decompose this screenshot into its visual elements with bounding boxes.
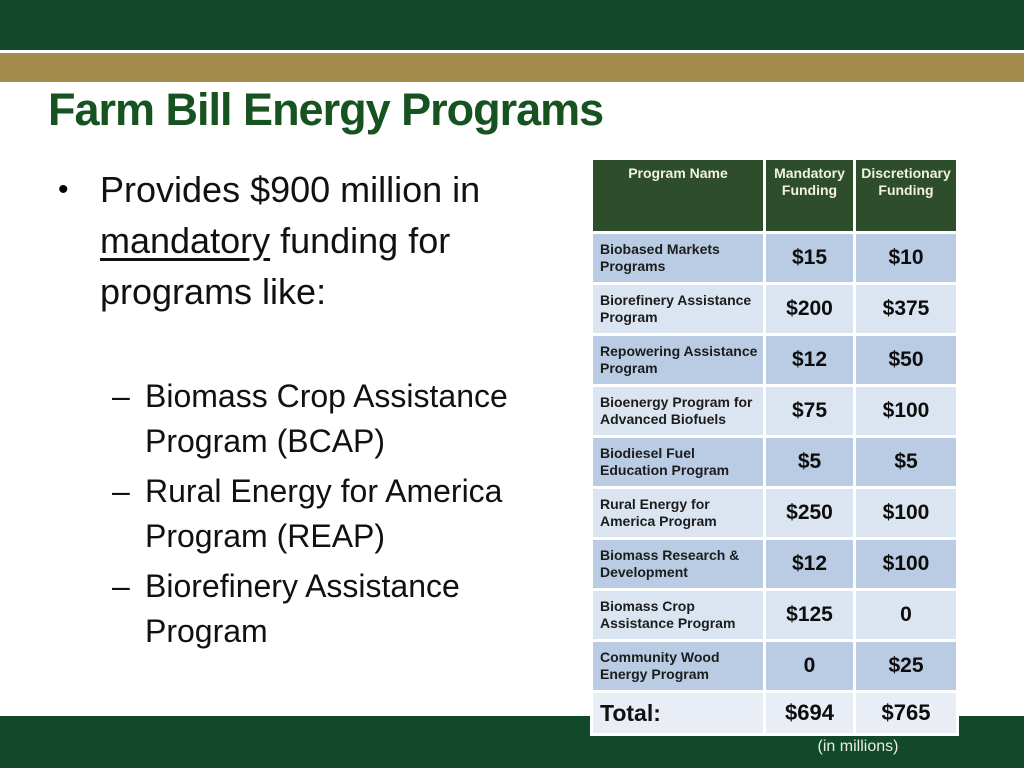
table-row-program-name: Bioenergy Program for Advanced Biofuels [593,387,763,435]
table-row-discretionary-value: $100 [856,489,956,537]
column-header: Program Name [593,160,763,231]
dash-icon: – [112,473,130,509]
table-total-label: Total: [593,693,763,733]
bullet-text-post: funding for programs like: [100,220,451,312]
table-row-discretionary-value: $100 [856,540,956,588]
sub-bullet-list [112,374,582,659]
table-footnote: (in millions) [817,738,899,755]
list-item [112,374,582,464]
table-row-discretionary-value: 0 [856,591,956,639]
funding-table [590,157,959,736]
table-row-discretionary-value: $10 [856,234,956,282]
table-row-discretionary-value: $50 [856,336,956,384]
table-row-mandatory-value: $200 [766,285,853,333]
table-row-program-name: Biobased Markets Programs [593,234,763,282]
table-row-mandatory-value: $75 [766,387,853,435]
table-row-program-name: Repowering Assistance Program [593,336,763,384]
table-row-program-name: Biomass Research & Development [593,540,763,588]
table-row-mandatory-value: $125 [766,591,853,639]
column-header: Mandatory Funding [766,160,853,231]
table-row-program-name: Biodiesel Fuel Education Program [593,438,763,486]
sub-bullet-text: Biorefinery Assistance Program [145,568,460,649]
table-total-discretionary: $765 [856,693,956,733]
table-row-mandatory-value: $5 [766,438,853,486]
table-row-mandatory-value: $12 [766,540,853,588]
bullet-text-pre: Provides $900 million in [100,169,481,210]
list-item [112,564,582,654]
table-row-program-name: Rural Energy for America Program [593,489,763,537]
gold-accent-bar [0,53,1024,82]
table-row-mandatory-value: $15 [766,234,853,282]
table-row-mandatory-value: $250 [766,489,853,537]
table-row-mandatory-value: 0 [766,642,853,690]
table-total-mandatory: $694 [766,693,853,733]
column-header: Discretionary Funding [856,160,956,231]
dash-icon: – [112,568,130,604]
main-bullet-text [100,164,578,317]
list-item [112,469,582,559]
bullet-text-underlined: mandatory [100,220,271,261]
dash-icon: – [112,378,130,414]
page-title: Farm Bill Energy Programs [48,84,604,135]
table-row-discretionary-value: $5 [856,438,956,486]
table-row-discretionary-value: $100 [856,387,956,435]
table-row-program-name: Biomass Crop Assistance Program [593,591,763,639]
table-row-program-name: Community Wood Energy Program [593,642,763,690]
top-green-bar [0,0,1024,50]
sub-bullet-text: Biomass Crop Assistance Program (BCAP) [145,378,508,459]
bullet-icon: • [58,173,69,206]
table-row-discretionary-value: $375 [856,285,956,333]
table-row-program-name: Biorefinery Assistance Program [593,285,763,333]
table-row-discretionary-value: $25 [856,642,956,690]
main-bullet [58,164,578,317]
table-row-mandatory-value: $12 [766,336,853,384]
sub-bullet-text: Rural Energy for America Program (REAP) [145,473,503,554]
